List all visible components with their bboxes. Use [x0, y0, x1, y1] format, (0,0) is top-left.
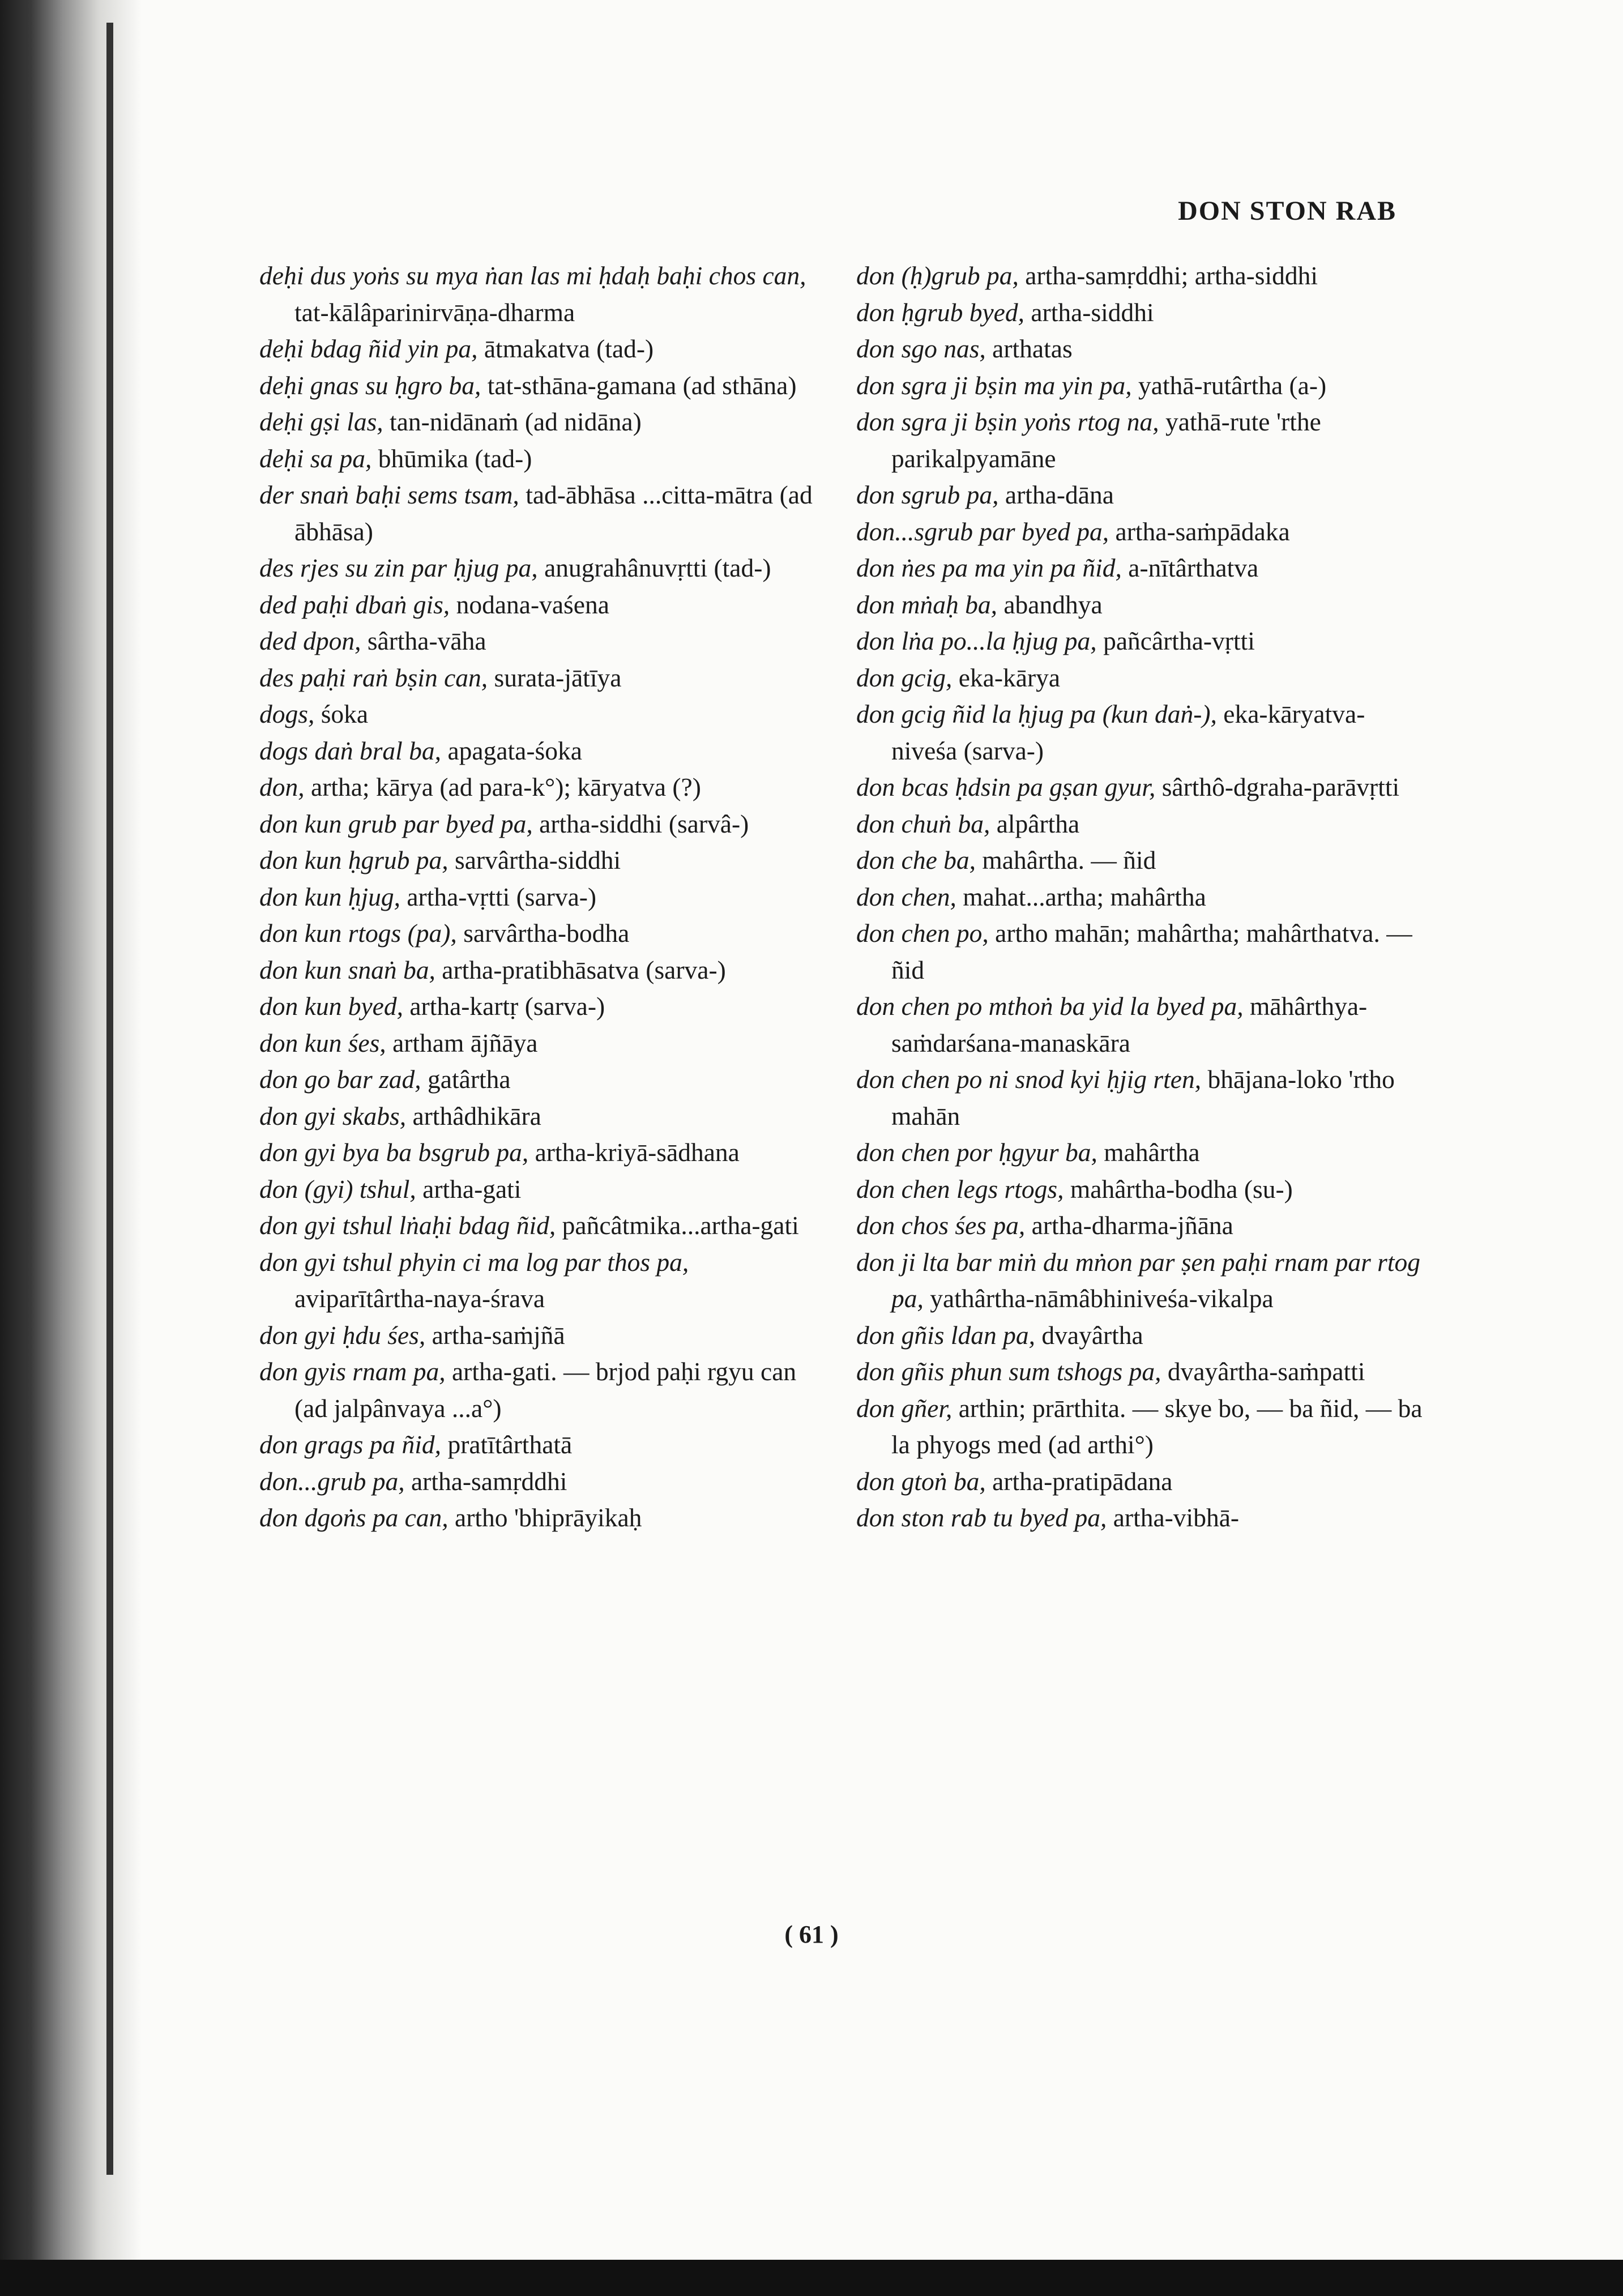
entry-gloss: alpârtha	[996, 809, 1080, 838]
entry-term: don gyi bya ba bsgrub pa,	[259, 1138, 529, 1167]
dictionary-entry	[259, 1025, 831, 1062]
dictionary-entry	[856, 769, 1428, 806]
entry-term: dogs daṅ bral ba,	[259, 736, 442, 765]
dictionary-entry	[259, 806, 831, 843]
entry-gloss: artha-pratipādana	[992, 1466, 1173, 1496]
dictionary-entry	[856, 1500, 1428, 1537]
dictionary-entry	[259, 1244, 831, 1317]
dictionary-entry	[856, 587, 1428, 624]
dictionary-entry	[259, 258, 831, 331]
entry-gloss: sârtha-vāha	[367, 626, 486, 655]
dictionary-entry	[259, 1134, 831, 1171]
dictionary-entry	[259, 988, 831, 1025]
dictionary-entry	[259, 952, 831, 989]
entry-gloss: tan-nidānaṁ (ad nidāna)	[390, 407, 642, 436]
dictionary-entry	[259, 733, 831, 770]
dictionary-entry	[856, 1317, 1428, 1354]
entry-gloss: dvayârtha-saṁpatti	[1167, 1357, 1365, 1386]
dictionary-entry	[856, 550, 1428, 587]
entry-term: don (ḥ)grub pa,	[856, 261, 1019, 290]
entry-gloss: a-nītârthatva	[1128, 553, 1259, 582]
entry-term: don kun śes,	[259, 1028, 386, 1057]
entry-term: der snaṅ baḥi sems tsam,	[259, 480, 519, 509]
entry-term: don gñis ldan pa,	[856, 1320, 1035, 1350]
entry-gloss: sârthô-dgraha-parāvṛtti	[1161, 773, 1400, 801]
dictionary-entry	[259, 842, 831, 879]
entry-gloss: artha-siddhi	[1031, 297, 1154, 327]
entry-gloss: tad-ābhāsa ...citta-mātra (ad ābhāsa)	[294, 480, 813, 546]
entry-term: don gñis phun sum tshogs pa,	[856, 1357, 1161, 1386]
dictionary-entry	[856, 1171, 1428, 1208]
entry-gloss: artha-kartṛ (sarva-)	[409, 992, 605, 1021]
entry-gloss: artha-gati. — brjod paḥi rgyu can (ad jalpânvaya ...a°)	[294, 1357, 797, 1423]
entry-term: don sgra ji bṣin yoṅs rtog na,	[856, 407, 1159, 436]
entry-term: don kun rtogs (pa),	[259, 919, 457, 948]
entry-term: don sgo nas,	[856, 334, 986, 363]
entry-gloss: arthâdhikāra	[412, 1101, 541, 1130]
entry-term: don (gyi) tshul,	[259, 1174, 416, 1204]
entry-term: don sgra ji bṣin ma yin pa,	[856, 370, 1132, 400]
dictionary-entry	[259, 915, 831, 952]
entry-term: don bcas ḥdsin pa gṣan gyur,	[856, 773, 1156, 801]
entry-term: don gyi skabs,	[259, 1101, 407, 1130]
entry-gloss: yathârtha-nāmâbhiniveśa-vikalpa	[930, 1284, 1274, 1313]
entry-term: don chos śes pa,	[856, 1211, 1026, 1240]
dictionary-entry	[259, 477, 831, 550]
entry-term: don lṅa po...la ḥjug pa,	[856, 626, 1097, 655]
entry-term: don gyi tshul phyin ci ma log par thos pa,	[259, 1247, 689, 1277]
dictionary-entry	[856, 1207, 1428, 1244]
entry-term: don ḥgrub byed,	[856, 297, 1024, 327]
entry-gloss: artha-saṁpādaka	[1115, 517, 1290, 546]
entry-term: don...grub pa,	[259, 1466, 405, 1496]
entry-term: dogs,	[259, 699, 315, 728]
dictionary-entry	[259, 441, 831, 477]
entry-term: deḥi dus yoṅs su mya ṅan las mi ḥdaḥ baḥi chos can,	[259, 261, 806, 290]
entry-gloss: māhârthya-saṁdarśana-manaskāra	[891, 992, 1368, 1057]
entry-gloss: pañcâtmika...artha-gati	[562, 1211, 799, 1240]
entry-term: don ji lta bar miṅ du mṅon par ṣen paḥi rnam par rtog pa,	[856, 1247, 1421, 1313]
dictionary-entry	[259, 623, 831, 660]
entry-term: don gyis rnam pa,	[259, 1357, 446, 1386]
dictionary-entry	[856, 1134, 1428, 1171]
entry-term: don chen po,	[856, 919, 989, 948]
entry-term: don,	[259, 773, 305, 801]
dictionary-entry	[856, 879, 1428, 916]
dictionary-entry	[856, 806, 1428, 843]
entry-gloss: artha-samṛddhi	[411, 1466, 567, 1496]
dictionary-entry	[856, 404, 1428, 477]
entry-gloss: artha-kriyā-sādhana	[535, 1138, 740, 1167]
entry-gloss: artha-saṁjñā	[432, 1320, 565, 1350]
entry-gloss: artham ājñāya	[392, 1028, 538, 1057]
dictionary-entry	[259, 1354, 831, 1427]
dictionary-entry	[856, 1244, 1428, 1317]
dictionary-entry	[259, 550, 831, 587]
entry-gloss: bhūmika (tad-)	[378, 443, 532, 473]
entry-gloss: yathā-rutârtha (a-)	[1138, 370, 1327, 400]
entry-gloss: anugrahânuvṛtti (tad-)	[544, 553, 771, 582]
entry-gloss: artha-dharma-jñāna	[1031, 1211, 1233, 1240]
dictionary-entry	[259, 769, 831, 806]
entry-gloss: surata-jātīya	[494, 663, 622, 692]
entry-gloss: gatârtha	[428, 1065, 511, 1094]
entry-term: don grags pa ñid,	[259, 1430, 442, 1459]
entry-gloss: arthatas	[992, 334, 1073, 363]
scan-bottom-edge	[0, 2260, 1623, 2296]
entry-term: don kun byed,	[259, 992, 403, 1021]
running-header: DON STON RAB	[1178, 196, 1396, 226]
dictionary-entry	[856, 988, 1428, 1061]
entry-term: don kun ḥgrub pa,	[259, 846, 449, 874]
entry-gloss: artha-gati	[422, 1174, 522, 1204]
entry-term: don chen,	[856, 882, 956, 911]
dictionary-entry	[856, 258, 1428, 295]
entry-term: deḥi sa pa,	[259, 443, 372, 473]
dictionary-entry	[259, 404, 831, 441]
entry-gloss: artha-siddhi (sarvâ-)	[539, 809, 749, 838]
entry-term: don ṅes pa ma yin pa ñid,	[856, 553, 1122, 582]
dictionary-entry	[259, 331, 831, 368]
entry-gloss: artha-samṛddhi; artha-siddhi	[1025, 261, 1318, 290]
dictionary-entry	[856, 660, 1428, 697]
dictionary-entry	[856, 331, 1428, 368]
dictionary-entry	[856, 368, 1428, 404]
dictionary-entry	[856, 1354, 1428, 1390]
entry-term: don kun ḥjug,	[259, 882, 400, 911]
right-column	[856, 258, 1428, 1537]
entry-term: don chuṅ ba,	[856, 809, 990, 838]
dictionary-entry	[856, 915, 1428, 988]
scan-binding-shadow	[106, 23, 113, 2175]
entry-term: don gcig ñid la ḥjug pa (kun daṅ-),	[856, 699, 1217, 728]
dictionary-entry	[259, 1427, 831, 1463]
entry-gloss: artha-dāna	[1005, 480, 1114, 509]
dictionary-entry	[259, 696, 831, 733]
dictionary-entry	[259, 1207, 831, 1244]
entry-gloss: sarvârtha-siddhi	[455, 846, 621, 874]
dictionary-entry	[856, 1463, 1428, 1500]
dictionary-entry	[259, 1463, 831, 1500]
entry-gloss: artho mahān; mahârtha; mahârthatva. — ñid	[891, 919, 1412, 984]
left-column	[259, 258, 831, 1537]
entry-gloss: nodana-vaśena	[456, 590, 609, 619]
entry-gloss: artha-vṛtti (sarva-)	[407, 882, 597, 911]
scan-page-edge	[0, 0, 142, 2296]
entry-gloss: mahârtha	[1104, 1138, 1200, 1167]
dictionary-entry	[856, 1390, 1428, 1463]
entry-gloss: mahat...artha; mahârtha	[963, 882, 1206, 911]
entry-gloss: mahârtha-bodha (su-)	[1070, 1174, 1293, 1204]
dictionary-entry	[259, 879, 831, 916]
entry-gloss: dvayârtha	[1041, 1320, 1143, 1350]
entry-term: don go bar zad,	[259, 1065, 421, 1094]
page-number: ( 61 )	[784, 1921, 839, 1948]
entry-gloss: abandhya	[1003, 590, 1103, 619]
entry-gloss: śoka	[321, 699, 369, 728]
entry-gloss: eka-kārya	[958, 663, 1061, 692]
dictionary-entry	[856, 696, 1428, 769]
dictionary-entry	[259, 660, 831, 697]
entry-gloss: mahârtha. — ñid	[982, 846, 1156, 874]
entry-term: don chen po ni snod kyi ḥjig rten,	[856, 1065, 1202, 1094]
entry-term: don gñer,	[856, 1393, 953, 1423]
entry-gloss: pañcârtha-vṛtti	[1103, 626, 1255, 655]
dictionary-entry	[259, 1500, 831, 1537]
entry-term: don gtoṅ ba,	[856, 1466, 986, 1496]
entry-term: don mṅaḥ ba,	[856, 590, 997, 619]
dictionary-entry	[856, 1061, 1428, 1134]
entry-term: don chen por ḥgyur ba,	[856, 1138, 1097, 1167]
dictionary-entry	[856, 477, 1428, 514]
entry-term: don chen legs rtogs,	[856, 1174, 1064, 1204]
entry-gloss: eka-kāryatva-niveśa (sarva-)	[891, 699, 1365, 765]
entry-term: don gyi tshul lṅaḥi bdag ñid,	[259, 1211, 556, 1240]
entry-term: don gcig,	[856, 663, 953, 692]
dictionary-entry	[259, 587, 831, 624]
dictionary-entry	[259, 368, 831, 404]
entry-gloss: arthin; prārthita. — skye bo, — ba ñid, — ba la phyogs med (ad arthi°)	[891, 1393, 1423, 1459]
dictionary-entry	[259, 1171, 831, 1208]
entry-term: don...sgrub par byed pa,	[856, 517, 1109, 546]
entry-term: ded paḥi dbaṅ gis,	[259, 590, 450, 619]
entry-gloss: apagata-śoka	[447, 736, 582, 765]
entry-gloss: tat-sthāna-gamana (ad sthāna)	[487, 370, 797, 400]
entry-term: don dgoṅs pa can,	[259, 1503, 449, 1532]
entry-gloss: ātmakatva (tad-)	[484, 334, 654, 363]
entry-term: don gyi ḥdu śes,	[259, 1320, 426, 1350]
entry-gloss: pratītârthatā	[447, 1430, 573, 1459]
entry-term: don ston rab tu byed pa,	[856, 1503, 1107, 1532]
entry-term: des rjes su zin par ḥjug pa,	[259, 553, 538, 582]
entry-term: don sgrub pa,	[856, 480, 999, 509]
entry-term: don che ba,	[856, 846, 976, 874]
dictionary-entry	[856, 842, 1428, 879]
entry-gloss: bhājana-loko 'rtho mahān	[891, 1065, 1395, 1130]
dictionary-entry	[856, 295, 1428, 331]
entry-gloss: aviparītârtha-naya-śrava	[294, 1284, 545, 1313]
entry-term: deḥi gṣi las,	[259, 407, 383, 436]
dictionary-entry	[856, 514, 1428, 550]
entry-gloss: artha; kārya (ad para-k°); kāryatva (?)	[311, 773, 701, 801]
entry-gloss: artha-pratibhāsatva (sarva-)	[442, 955, 726, 984]
entry-gloss: artha-vibhā-	[1113, 1503, 1240, 1532]
entry-term: don kun snaṅ ba,	[259, 955, 435, 984]
entry-gloss: yathā-rute 'rthe parikalpyamāne	[891, 407, 1321, 473]
dictionary-entry	[259, 1098, 831, 1135]
entry-term: deḥi bdag ñid yin pa,	[259, 334, 478, 363]
dictionary-entry	[259, 1317, 831, 1354]
entry-gloss: sarvârtha-bodha	[463, 919, 630, 948]
entry-term: ded dpon,	[259, 626, 361, 655]
dictionary-entry	[259, 1061, 831, 1098]
entry-term: deḥi gnas su ḥgro ba,	[259, 370, 481, 400]
entry-term: don kun grub par byed pa,	[259, 809, 533, 838]
entry-gloss: artho 'bhiprāyikaḥ	[455, 1503, 642, 1532]
dictionary-entry	[856, 623, 1428, 660]
entry-term: don chen po mthoṅ ba yid la byed pa,	[856, 992, 1244, 1021]
entry-term: des paḥi raṅ bṣin can,	[259, 663, 488, 692]
entry-gloss: tat-kālâparinirvāṇa-dharma	[294, 297, 575, 327]
